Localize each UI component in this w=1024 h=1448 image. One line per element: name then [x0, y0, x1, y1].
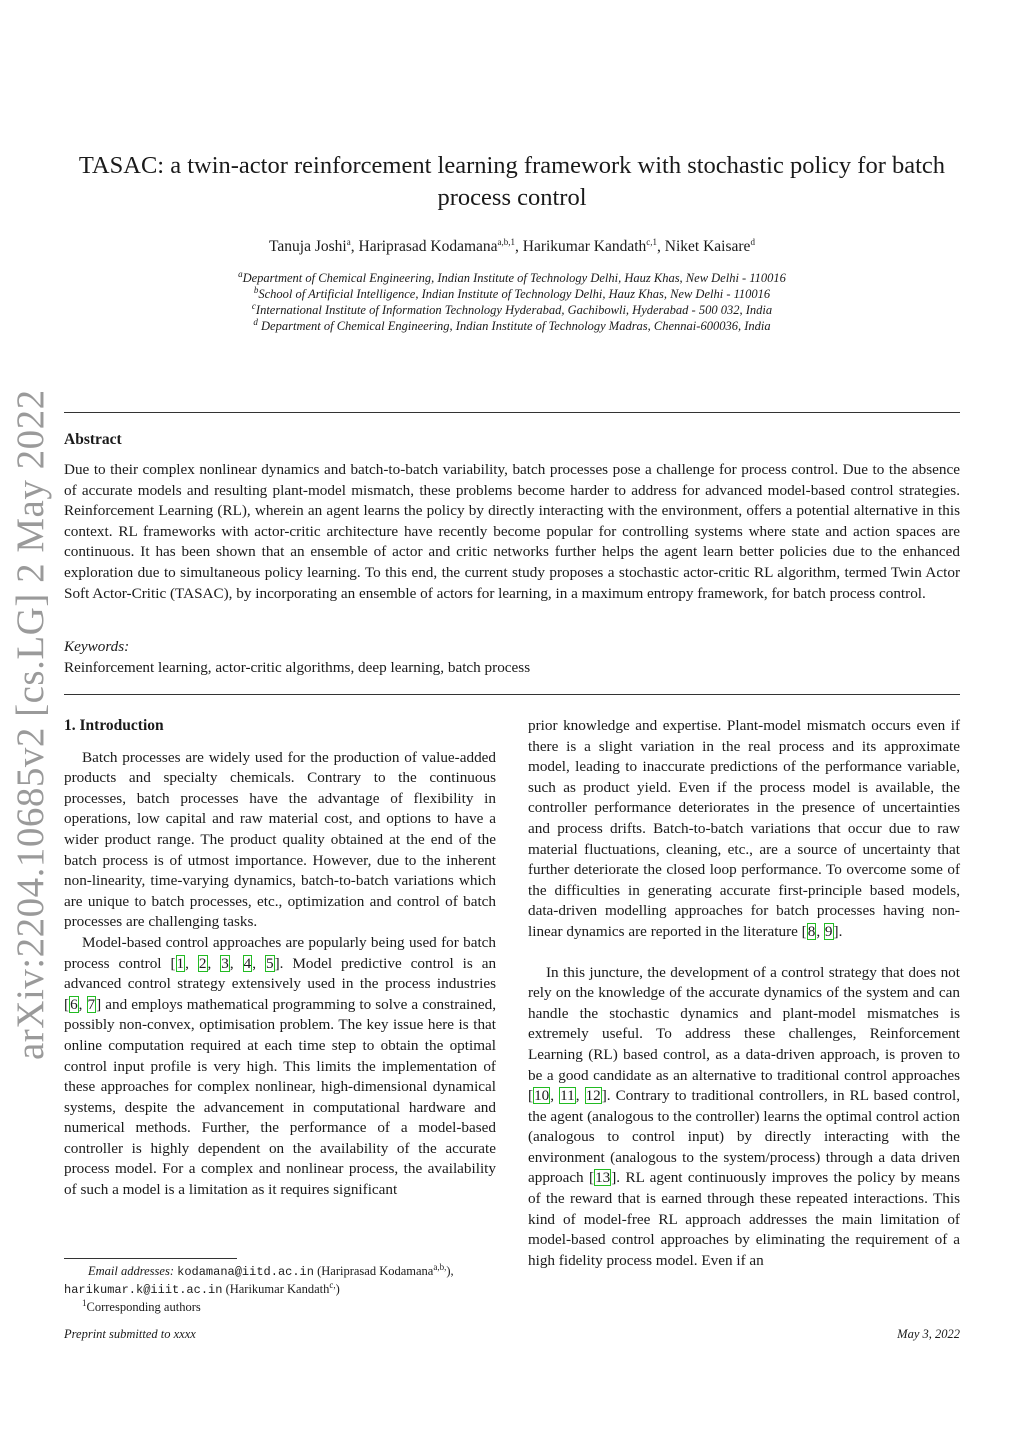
citation-link[interactable]: 4	[243, 954, 252, 972]
author-sup: c,1	[646, 236, 658, 247]
citation-link[interactable]: 3	[221, 954, 229, 972]
author-name: Tanuja Joshi	[269, 238, 347, 255]
citation-link[interactable]: 8	[807, 922, 816, 940]
citation-link[interactable]: 12	[585, 1087, 601, 1105]
author-sup: a	[346, 236, 351, 247]
citation-link[interactable]: 5	[265, 954, 274, 972]
keywords-heading: Keywords:	[64, 638, 130, 655]
paper-title: TASAC: a twin-actor reinforcement learning framework with stochastic policy for batch process control	[78, 152, 946, 211]
footnote: Email addresses: kodamana@iitd.ac.in (Hariprasad Kodamana$^{a,b,}$), harikumar.k@iiit.ac.in (Harikumar Kandath$^{c,}$) $^1$Corresponding authors	[64, 1261, 454, 1314]
affiliation-list	[64, 270, 960, 334]
paragraph: prior knowledge and expertise. Plant-model mismatch occurs even if there is a slight variation in the real process and its approximate model, leading to inaccurate predictions of the performance variable, such as product yield. Even if the process model is available, the controller performance deteriorates in the presence of uncertainties and process drifts. Batch-to-batch variations that occur due to raw material fluctuations, cleaning, etc., are a source of uncertainty that further deteriorate the closed loop performance. To overcome some of the difficulties in generating accurate first-principle based models, data-driven modelling approaches for batch processes having non-linear dynamics are reported in the literature [8, 9].	[528, 717, 960, 940]
email-link[interactable]: harikumar.k@iiit.ac.in	[64, 1283, 223, 1297]
right-column	[528, 716, 960, 1271]
citation-link[interactable]: 2	[198, 954, 207, 972]
email-link[interactable]: kodamana@iitd.ac.in	[177, 1265, 314, 1279]
citation-link[interactable]: 9	[824, 922, 833, 940]
author-name: Hariprasad Kodamana	[358, 238, 498, 255]
author-sup: a,b,1	[497, 236, 516, 247]
author-list: Tanuja Joshi$^a$, Hariprasad Kodamana$^{a,b,1}$, Harikumar Kandath$^{c,1}$, Niket Kaisare$^d$	[269, 236, 755, 255]
affiliation: $^d$ Department of Chemical Engineering, Indian Institute of Technology Madras, Chennai-600036, India	[253, 316, 771, 333]
paragraph: In this juncture, the development of a control strategy that does not rely on the knowledge of the accurate dynamics of the system and can handle the stochastic dynamics and plant-model mismatches is extremely useful. To address these challenges, Reinforcement Learning (RL) based control, as a data-driven approach, is proven to be a good candidate as an alternative to traditional control approaches [10, 11, 12]. Contrary to traditional controllers, in RL based control, the agent (analogous to the controller) learns the optimal control action (analogous to control input) by directly interacting with the environment (analogous to the system/process) through a data driven approach [13]. RL agent continuously improves the policy by means of the reward that is earned through these repeated interactions. This kind of model-free RL approach addresses the main limitation of model-based control approaches by eliminating the requirement of a high fidelity process model. Even if an	[528, 963, 961, 1269]
abstract-heading: Abstract	[64, 431, 122, 448]
abstract-divider	[64, 694, 960, 695]
citation-link[interactable]: 6	[70, 995, 78, 1013]
keywords-text: Reinforcement learning, actor-critic algorithms, deep learning, batch process	[64, 659, 531, 676]
affiliation: $^a$Department of Chemical Engineering, Indian Institute of Technology Delhi, Hauz Khas, New Delhi - 110016	[238, 268, 786, 285]
citation-link[interactable]: 10	[534, 1087, 550, 1105]
author-name: Niket Kaisare	[664, 238, 751, 255]
citation-link[interactable]: 11	[560, 1087, 575, 1105]
author-name: Harikumar Kandath	[522, 238, 647, 255]
citation-link[interactable]: 1	[176, 954, 185, 972]
paragraph: Batch processes are widely used for the production of value-added products and specialty chemicals. Contrary to the continuous processes, batch processes have the advantage of flexibility in operations, low capital and raw material cost, and options to have a wider product range. The product quality obtained at the end of the batch process is of utmost importance. However, due to the inherent non-linearity, time-varying dynamics, batch-to-batch variations which are unique to batch processes, etc., optimization and control of batch processes are challenging tasks.	[64, 748, 496, 931]
footer-date: May 3, 2022	[897, 1327, 960, 1341]
abstract-text: Due to their complex nonlinear dynamics and batch-to-batch variability, batch processes pose a challenge for process control. Due to the absence of accurate models and resulting plant-model mismatch, these problems become harder to address for advanced model-based control strategies. Reinforcement Learning (RL), wherein an agent learns the policy by directly interacting with the environment, offers a potential alternative in this context. RL frameworks with actor-critic architecture have recently become popular for controlling systems where state and action spaces are continuous. It has been shown that an ensemble of actor and critic networks further helps the agent learn better policies due to the enhanced exploration due to simultaneous policy learning. To this end, the current study proposes a stochastic actor-critic RL algorithm, termed Twin Actor Soft Actor-Critic (TASAC), by incorporating an ensemble of actors for learning, in a maximum entropy framework, for batch process control.	[64, 461, 960, 602]
citation-link[interactable]: 7	[87, 995, 96, 1013]
paragraph: Model-based control approaches are popularly being used for batch process control [1, 2, 3, 4, 5]. Model predictive control is an advanced control strategy extensively used in the process industries [6, 7] and employs mathematical programming to solve a constrained, possibly non-convex, optimisation problem. The key issue here is that online computation required at each time step to obtain the optimal control input profile is very high. This limits the implementation of these approaches for complex nonlinear, high-dimensional dynamical systems, despite the advancement in computational hardware and numerical methods. Further, the performance of a model-based controller is highly dependent on the availability of the accurate process model. For a complex and nonlinear process, the availability of such a model is a limitation as it requires significant	[64, 933, 497, 1199]
section-heading: 1. Introduction	[64, 717, 164, 734]
left-column	[64, 716, 496, 1201]
author-sup: d	[750, 236, 755, 247]
citation-link[interactable]: 13	[595, 1169, 611, 1187]
footnote-divider	[64, 1258, 237, 1259]
affiliation: $^b$School of Artificial Intelligence, Indian Institute of Technology Delhi, Hauz Khas, New Delhi - 110016	[253, 284, 771, 301]
affiliation: $^c$International Institute of Information Technology Hyderabad, Gachibowli, Hyderabad - 500 032, India	[251, 300, 773, 317]
arxiv-stamp: arXiv:2204.10685v2 [cs.LG] 2 May 2022	[9, 389, 52, 1060]
footer-preprint: Preprint submitted to xxxx	[64, 1327, 196, 1341]
top-divider	[64, 412, 960, 413]
